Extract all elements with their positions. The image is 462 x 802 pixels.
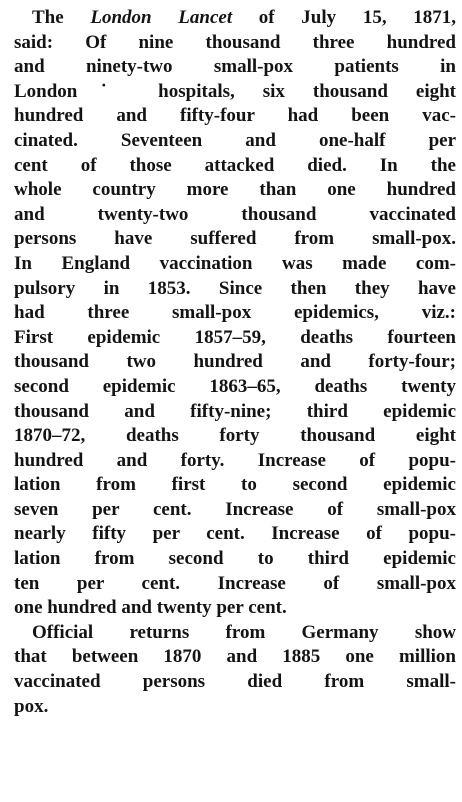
- text-line: 1870–72, deaths forty thousand eight: [14, 425, 456, 447]
- text-segment: of July 15, 1871,: [232, 7, 456, 28]
- text-line: one hundred and twenty per cent.: [14, 597, 287, 619]
- text-line: London˙ hospitals, six thousand eight: [14, 80, 456, 102]
- text-line: Official returns from Germany show: [32, 621, 456, 643]
- text-line: pox.: [14, 695, 49, 717]
- text-line: thousand and fifty-nine; third epidemic: [14, 400, 456, 422]
- text-line: In England vaccination was made com-: [14, 252, 456, 274]
- text-line: said: Of nine thousand three hundred: [14, 31, 456, 53]
- text-line: seven per cent. Increase of small-pox: [14, 498, 456, 520]
- text-line: ten per cent. Increase of small-pox: [14, 572, 456, 594]
- text-line: that between 1870 and 1885 one million: [14, 646, 456, 668]
- text-segment: The: [32, 7, 91, 28]
- text-line: nearly fifty per cent. Increase of popu-: [14, 523, 456, 545]
- text-line: cent of those attacked died. In the: [14, 154, 456, 176]
- text-line: had three small-pox epidemics, viz.:: [14, 302, 456, 324]
- text-line: second epidemic 1863–65, deaths twenty: [14, 375, 456, 397]
- text-line: cinated. Seventeen and one-half per: [14, 129, 456, 151]
- text-line: hundred and fifty-four had been vac-: [14, 105, 456, 127]
- text-line: lation from second to third epidemic: [14, 548, 456, 570]
- text-line: hundred and forty. Increase of popu-: [14, 449, 456, 471]
- text-line: and ninety-two small-pox patients in: [14, 56, 456, 78]
- text-line: thousand two hundred and forty-four;: [14, 351, 456, 373]
- text-line: [14, 6, 456, 31]
- text-line: persons have suffered from small-pox.: [14, 228, 456, 250]
- paragraph-1: [14, 6, 456, 621]
- paragraph-2: [14, 621, 456, 719]
- publication-title: London Lancet: [90, 7, 233, 28]
- text-line: and twenty-two thousand vaccinated: [14, 203, 456, 225]
- text-line: whole country more than one hundred: [14, 179, 456, 201]
- text-line: vaccinated persons died from small-: [14, 671, 456, 693]
- text-line: First epidemic 1857–59, deaths fourteen: [14, 326, 456, 348]
- text-line: lation from first to second epidemic: [14, 474, 456, 496]
- text-line: pulsory in 1853. Since then they have: [14, 277, 456, 299]
